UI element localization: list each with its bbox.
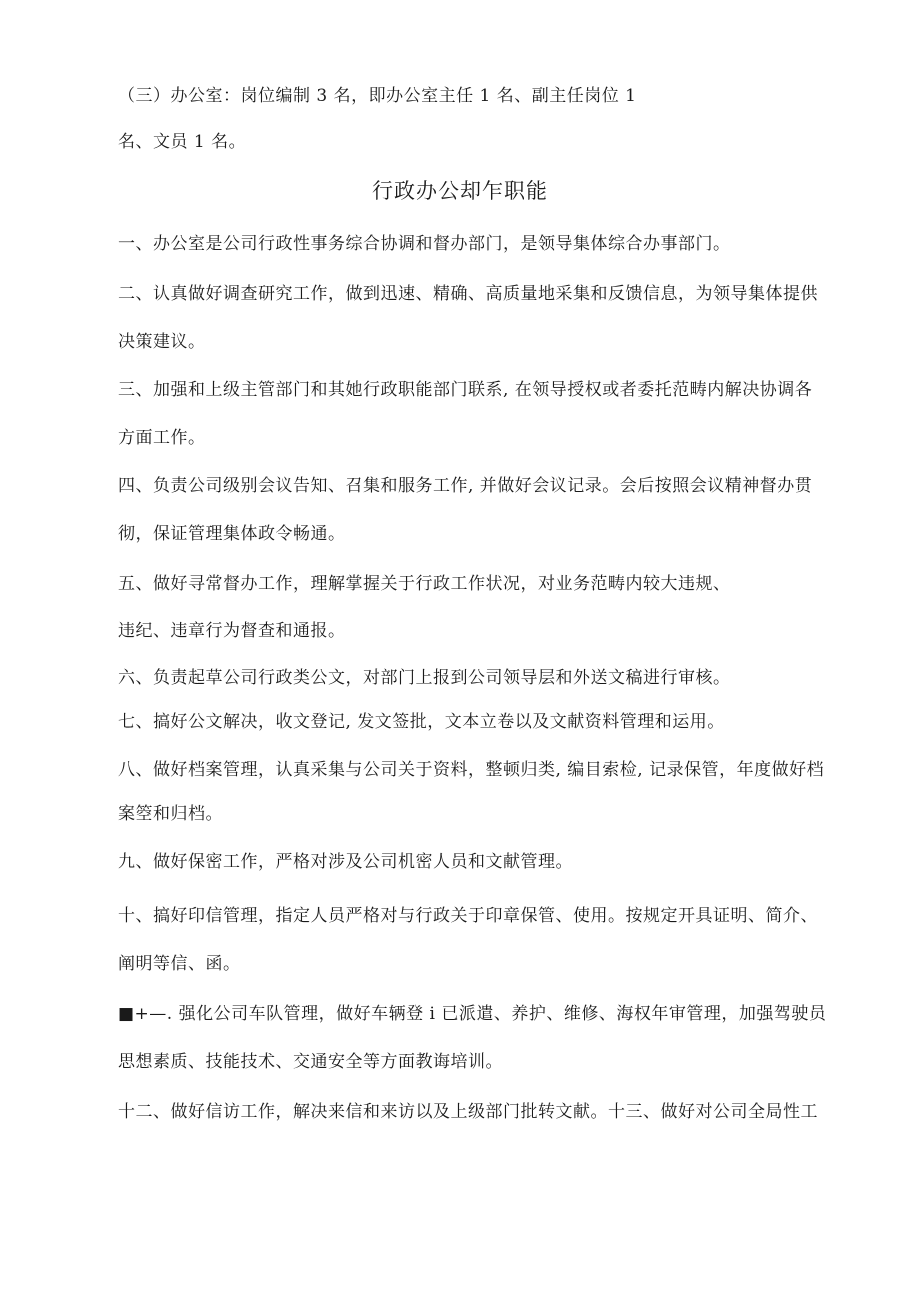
intro-line-2: 名、文员 1 名。 (118, 132, 247, 152)
text-line-13: 案箜和归档。 (118, 804, 223, 824)
text-line-17: ■+—. 强化公司车队管理，做好车辆登 i 已派遣、养护、维修、海权年审管理，加强驾驶员 (118, 1004, 827, 1024)
text-line-15: 十、搞好印信管理，指定人员严格对与行政关于印章保管、使用。按规定开具证明、简介、 (118, 906, 818, 926)
section-title: 行政办公却乍职能 (372, 179, 548, 203)
text-line-16: 阐明等信、函。 (118, 954, 241, 974)
text-line-9: 违纪、违章行为督查和通报。 (118, 621, 346, 641)
intro-line-1: （三）办公室：岗位编制 3 名，即办公室主任 1 名、副主任岗位 1 (118, 86, 637, 106)
text-line-7: 彻，保证管理集体政令畅通。 (118, 524, 346, 544)
text-line-19: 十二、做好信访工作，解决来信和来访以及上级部门批转文献。十三、做好对公司全局性工 (118, 1102, 818, 1122)
text-line-11: 七、搞好公文解决，收文登记, 发文签批，文本立卷以及文献资料管理和运用。 (118, 712, 725, 732)
text-line-14: 九、做好保密工作，严格对涉及公司机密人员和文献管理。 (118, 852, 573, 872)
text-line-1: 一、办公室是公司行政性事务综合协调和督办部门，是领导集体综合办事部门。 (118, 234, 731, 254)
text-line-12: 八、做好档案管理，认真采集与公司关于资料，整顿归类, 编目索检, 记录保管，年度做好档 (118, 760, 825, 780)
text-line-8: 五、做好寻常督办工作，理解掌握关于行政工作状况，对业务范畴内较大违规、 (118, 574, 731, 594)
text-line-6: 四、负责公司级别会议告知、召集和服务工作, 并做好会议记录。会后按照会议精神督办贯 (118, 476, 813, 496)
text-line-2: 二、认真做好调查研究工作，做到迅速、精确、高质量地采集和反馈信息，为领导集体提供 (118, 284, 818, 304)
text-line-3: 决策建议。 (118, 332, 206, 352)
text-line-4: 三、加强和上级主管部门和其她行政职能部门联系, 在领导授权或者委托范畴内解决协调各 (118, 380, 813, 400)
text-line-10: 六、负责起草公司行政类公文，对部门上报到公司领导层和外送文稿进行审核。 (118, 668, 731, 688)
text-line-5: 方面工作。 (118, 428, 206, 448)
text-line-18: 思想素质、技能技术、交通安全等方面教诲培训。 (118, 1052, 503, 1072)
